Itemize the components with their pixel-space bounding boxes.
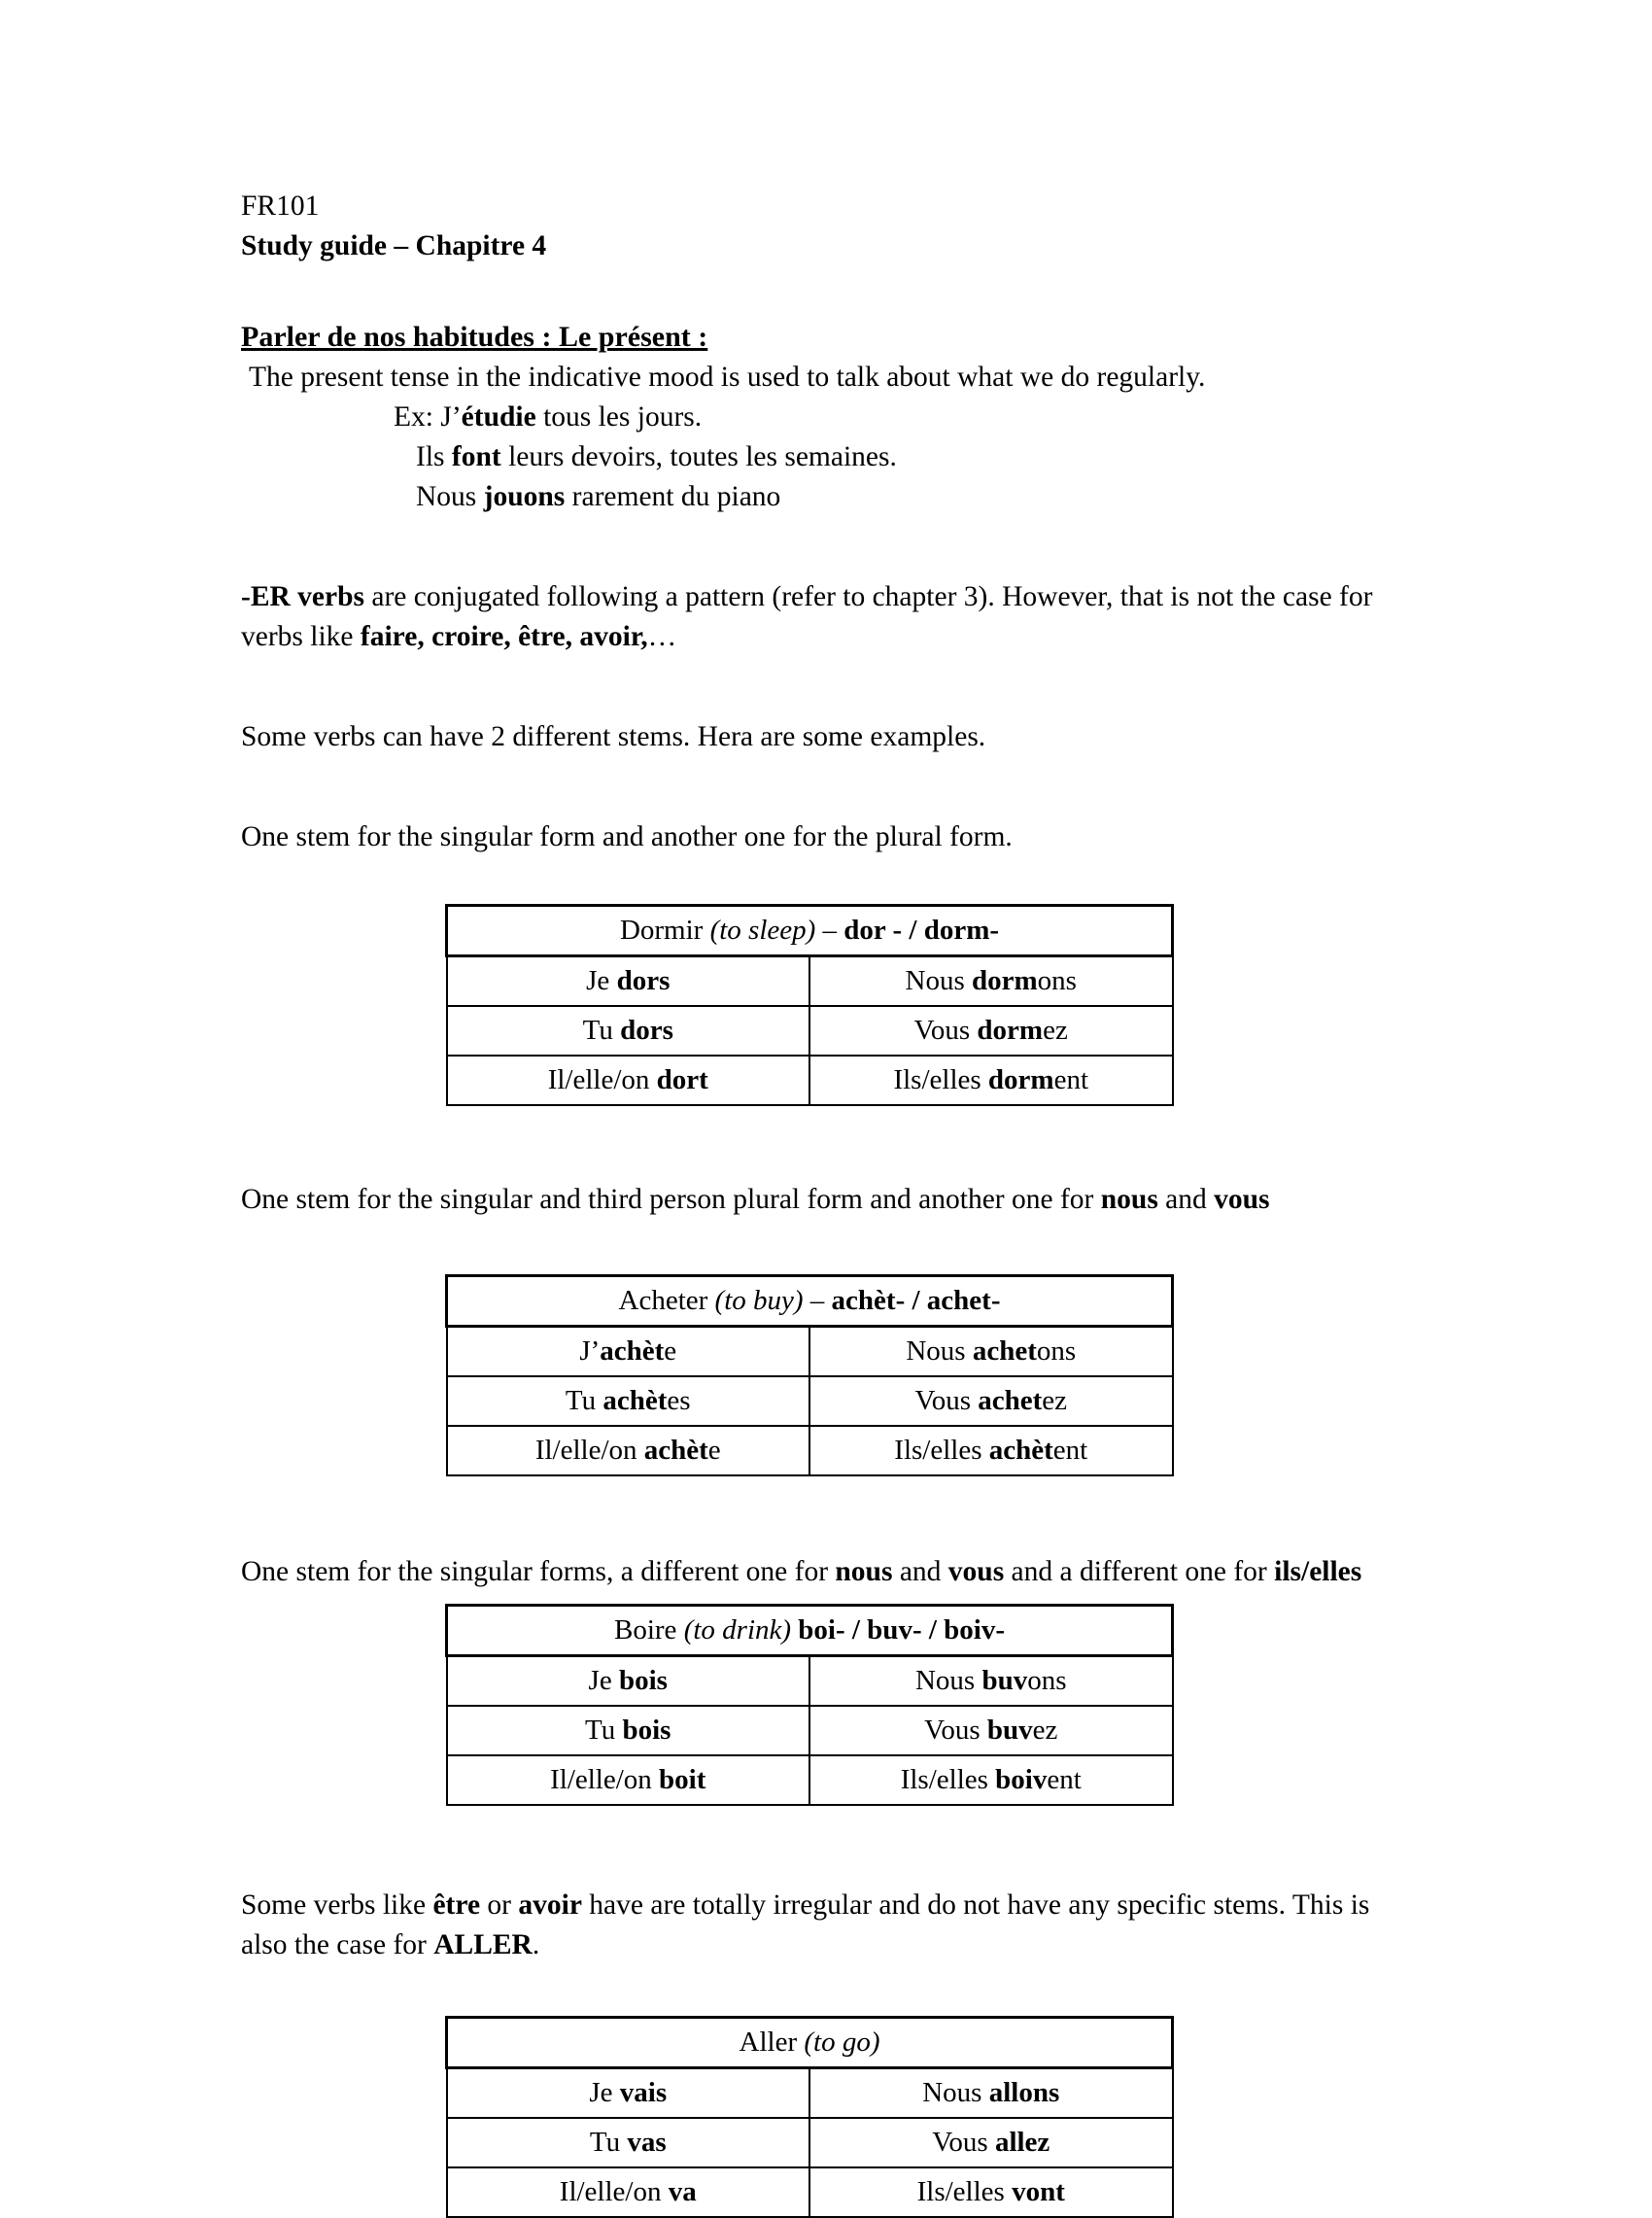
table-row [447,2118,1173,2167]
irregular-verbs-paragraph [241,1886,1388,1965]
table-header-row [447,906,1173,956]
conjugation-cell-je [447,956,810,1007]
stem: vont [1012,2175,1065,2207]
pronoun: Je [586,964,617,996]
pronoun: Tu [565,1384,603,1416]
stem: achet [972,1334,1037,1367]
er-verbs-text: are conjugated following a pattern (refer to chapter 3). However, that is not the case for verbs like [241,581,1373,652]
conjugation-cell-ils [809,1426,1173,1475]
example-1-verb: étudie [461,401,536,433]
stem: va [668,2175,697,2207]
pronoun: Tu [585,1714,623,1746]
rule-bold-nous: nous [1100,1184,1158,1215]
verb-translation: (to go) [804,2026,880,2058]
irregular-text-post: have are totally irregular and do not have any specific stems. This is also the case for [241,1889,1370,1960]
table-row [447,1706,1173,1755]
conjugation-table-dormir [445,904,1174,1106]
irregular-bold-avoir: avoir [518,1889,582,1921]
stem: dors [620,1014,673,1046]
example-3-verb: jouons [483,481,566,512]
rule-text-post: and a different one for [1004,1556,1275,1587]
rule-nous-vous [241,1180,1388,1220]
conjugation-cell-vous [809,1006,1173,1056]
stem: bois [618,1664,668,1696]
table-row [447,1376,1173,1426]
pronoun: Vous [924,1714,987,1746]
conjugation-cell-nous [809,1656,1173,1707]
stem: achèt [602,1384,668,1416]
conjugation-cell-ils [809,1056,1173,1105]
stem: dorm [972,964,1038,996]
pronoun: Ils/elles [894,1434,989,1466]
conjugation-table-aller [445,2016,1174,2218]
verb-dash: – [815,914,844,946]
pronoun: Il/elle/on [559,2175,669,2207]
stem: boit [659,1763,706,1795]
table-row [447,956,1173,1007]
table-header-row [447,1276,1173,1327]
table-row [447,1755,1173,1805]
verb-stems: achèt- / achet- [831,1284,1001,1316]
rule-three-stems [241,1552,1388,1592]
stem: achèt [643,1434,708,1466]
verb-name: Acheter [618,1284,715,1316]
pronoun: Nous [914,1664,982,1696]
section-heading: Parler de nos habitudes : Le présent : [241,321,708,353]
er-verbs-exceptions: faire, croire, être, avoir, [360,621,648,652]
irregular-text-tail: . [532,1929,540,1960]
table-row [447,1426,1173,1475]
table-row [447,2167,1173,2217]
conjugation-cell-ils [809,2167,1173,2217]
pronoun: Ils/elles [900,1763,996,1795]
pronoun: Il/elle/on [534,1434,644,1466]
stem: boiv [995,1763,1048,1795]
document-body [241,187,1388,2218]
example-3-suffix: rarement du piano [565,481,781,512]
verb-dash: – [803,1284,832,1316]
pronoun: Vous [932,2126,995,2158]
conjugation-cell-il [447,1426,810,1475]
conjugation-cell-je [447,1656,810,1707]
conjugation-table-boire [445,1604,1174,1806]
two-stems-paragraph: Some verbs can have 2 different stems. Hera are some examples. [241,721,986,752]
stem: vais [619,2076,668,2108]
pronoun: Ils/elles [916,2175,1013,2207]
irregular-bold-aller: ALLER [433,1929,533,1960]
pronoun: Je [588,1664,619,1696]
er-verbs-label: -ER verbs [241,581,365,612]
rule-bold-nous: nous [835,1556,893,1587]
table-row [447,1006,1173,1056]
stem: bois [622,1714,671,1746]
intro-paragraph: The present tense in the indicative mood is used to talk about what we do regularly. [249,362,1206,393]
stem: buv [981,1664,1028,1696]
pronoun: J’ [579,1334,601,1367]
ending: ez [1043,1014,1068,1046]
table-row [447,1327,1173,1377]
pronoun: Ils/elles [893,1063,988,1095]
irregular-bold-etre: être [432,1889,481,1921]
table-row [447,1056,1173,1105]
table-header-cell [447,2018,1173,2068]
ending: ons [1036,1334,1077,1367]
rule-bold-vous: vous [947,1556,1005,1587]
ending: es [667,1384,691,1416]
example-3-prefix: Nous [416,481,484,512]
rule-text-mid: and [892,1556,948,1587]
ending: ons [1027,1664,1067,1696]
rule-text-mid: and [1157,1184,1215,1215]
conjugation-cell-ils [809,1755,1173,1805]
pronoun: Nous [905,964,972,996]
stem: achet [978,1384,1043,1416]
example-line-1 [241,398,1388,437]
table-header-cell [447,906,1173,956]
stem: dort [656,1063,708,1095]
rule-bold-vous: vous [1214,1184,1270,1215]
stem: achèt [600,1334,665,1367]
ending: ez [1042,1384,1068,1416]
stem: buv [986,1714,1033,1746]
verb-translation: (to drink) [683,1613,792,1646]
example-2-prefix: Ils [416,441,452,472]
ending: ons [1037,964,1077,996]
ending: ent [1052,1434,1088,1466]
stem: dorm [977,1014,1044,1046]
stem: allons [988,2076,1060,2108]
table-header-cell [447,1276,1173,1327]
verb-translation: (to sleep) [709,914,816,946]
ending: ez [1032,1714,1058,1746]
stem: allez [994,2126,1050,2158]
table-header-row [447,2018,1173,2068]
conjugation-cell-tu [447,1006,810,1056]
conjugation-cell-tu [447,2118,810,2167]
page-title: Study guide – Chapitre 4 [241,230,547,261]
example-1-suffix: tous les jours. [535,401,703,433]
table-header-row [447,1606,1173,1656]
pronoun: Il/elle/on [547,1063,657,1095]
stem: achèt [988,1434,1053,1466]
stem: vas [627,2126,667,2158]
stem: dorm [987,1063,1054,1095]
verb-name: Aller [739,2026,805,2058]
pronoun: Nous [906,1334,973,1367]
verb-translation: (to buy) [714,1284,804,1316]
ending: e [707,1434,721,1466]
ending: e [664,1334,677,1367]
pronoun: Vous [914,1384,979,1416]
rule-text-pre: One stem for the singular forms, a different one for [241,1556,836,1587]
conjugation-cell-nous [809,956,1173,1007]
table-row [447,1656,1173,1707]
conjugation-cell-nous [809,1327,1173,1377]
conjugation-cell-tu [447,1706,810,1755]
conjugation-cell-je [447,1327,810,1377]
pronoun: Je [589,2076,620,2108]
ending: ent [1047,1763,1082,1795]
er-verbs-paragraph [241,577,1388,657]
conjugation-cell-vous [809,1706,1173,1755]
table-row [447,2068,1173,2119]
conjugation-cell-il [447,1056,810,1105]
verb-stems: dor - / dorm- [843,914,1000,946]
irregular-text-pre: Some verbs like [241,1889,433,1921]
course-code: FR101 [241,191,320,222]
example-line-3 [241,477,1388,517]
rule-singular-plural: One stem for the singular form and another one for the plural form. [241,821,1013,852]
pronoun: Tu [582,1014,621,1046]
conjugation-cell-vous [809,1376,1173,1426]
conjugation-cell-il [447,1755,810,1805]
table-header-cell [447,1606,1173,1656]
pronoun: Nous [922,2076,989,2108]
verb-name: Boire [614,1613,684,1646]
stem: dors [616,964,671,996]
example-line-2 [241,437,1388,477]
ending: ent [1053,1063,1089,1095]
conjugation-cell-nous [809,2068,1173,2119]
example-2-verb: font [451,441,501,472]
rule-text-pre: One stem for the singular and third person plural form and another one for [241,1184,1101,1215]
conjugation-cell-vous [809,2118,1173,2167]
irregular-text-mid: or [480,1889,519,1921]
er-verbs-ellipsis: … [647,621,677,652]
verb-stems: boi- / buv- / boiv- [798,1613,1005,1646]
example-1-prefix: Ex: J’ [394,401,462,433]
example-2-suffix: leurs devoirs, toutes les semaines. [500,441,897,472]
pronoun: Tu [589,2126,628,2158]
conjugation-cell-il [447,2167,810,2217]
conjugation-cell-je [447,2068,810,2119]
verb-name: Dormir [619,914,710,946]
conjugation-table-acheter [445,1274,1174,1476]
rule-bold-ilselles: ils/elles [1274,1556,1362,1587]
conjugation-cell-tu [447,1376,810,1426]
pronoun: Vous [913,1014,978,1046]
pronoun: Il/elle/on [550,1763,660,1795]
